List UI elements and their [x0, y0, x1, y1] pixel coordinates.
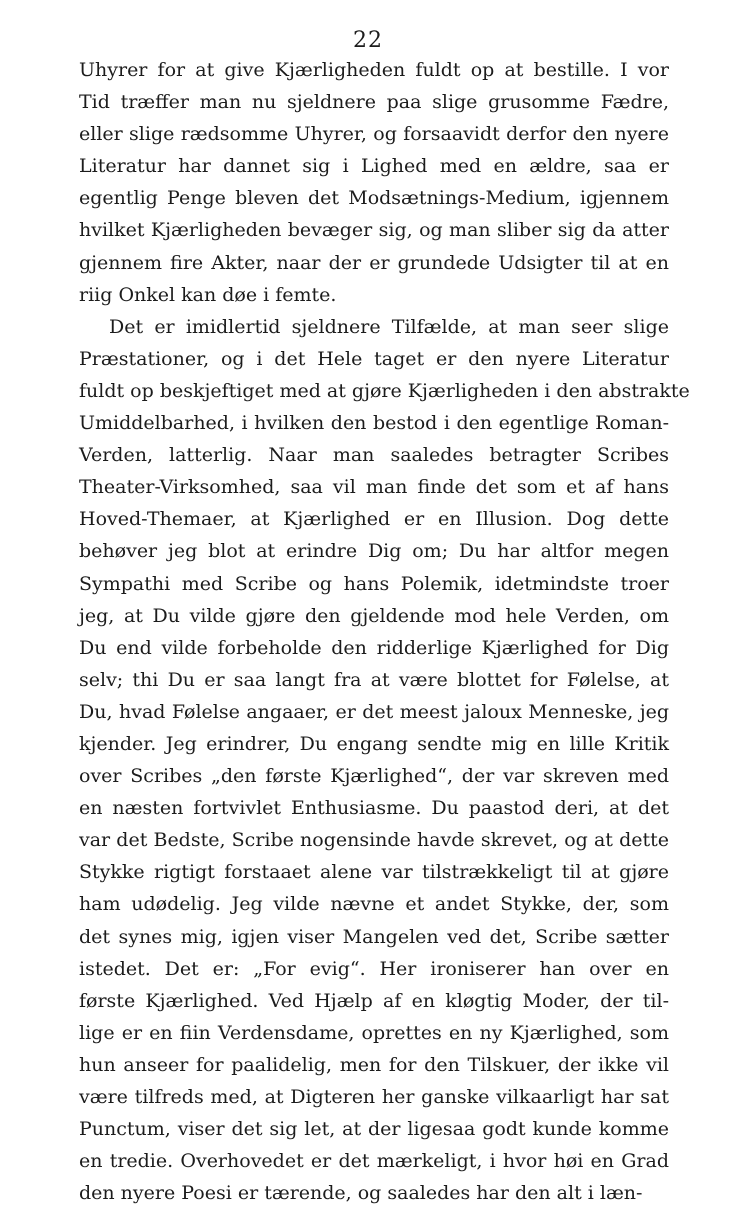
- text-line: en næsten fortvivlet Enthusiasme. Du paastod deri, at det: [79, 797, 669, 820]
- text-line: Sympathi med Scribe og hans Polemik, idetmindste troer: [79, 572, 669, 595]
- text-line: selv; thi Du er saa langt fra at være blottet for Følelse, at: [79, 668, 669, 691]
- text-line: egentlig Penge bleven det Modsætnings-Medium, igjennem: [79, 187, 669, 210]
- text-line: Du end vilde forbeholde den ridderlige Kjærlighed for Dig: [79, 636, 669, 659]
- text-line: Punctum, viser det sig let, at der ligesaa godt kunde komme: [79, 1118, 669, 1141]
- text-line: det synes mig, igjen viser Mangelen ved det, Scribe sætter: [79, 925, 669, 948]
- text-line: Præstationer, og i det Hele taget er den nyere Literatur: [79, 347, 669, 370]
- text-line: Tid træffer man nu sjeldnere paa slige grusomme Fædre,: [79, 91, 669, 114]
- text-line: Det er imidlertid sjeldnere Tilfælde, at man seer slige: [109, 315, 669, 338]
- text-line: Umiddelbarhed, i hvilken den bestod i den egentlige Roman-: [79, 412, 669, 435]
- text-line: Stykke rigtigt forstaaet alene var tilstrækkeligt til at gjøre: [79, 861, 669, 884]
- text-line: var det Bedste, Scribe nogensinde havde skrevet, og at dette: [79, 829, 669, 852]
- text-line: riig Onkel kan døe i femte.: [79, 283, 337, 306]
- text-line: gjennem fire Akter, naar der er grundede Udsigter til at en: [79, 251, 669, 274]
- text-line: første Kjærlighed. Ved Hjælp af en kløgtig Moder, der til-: [79, 989, 669, 1012]
- text-line: den nyere Poesi er tærende, og saaledes har den alt i læn-: [79, 1182, 643, 1205]
- text-line: fuldt op beskjeftiget med at gjøre Kjærligheden i den abstrakte: [79, 379, 690, 402]
- text-line: over Scribes „den første Kjærlighed“, der var skreven med: [79, 765, 669, 788]
- text-line: behøver jeg blot at erindre Dig om; Du har altfor megen: [79, 540, 669, 563]
- text-line: lige er en fiin Verdensdame, oprettes en ny Kjærlighed, som: [79, 1021, 669, 1044]
- text-line: Verden, latterlig. Naar man saaledes betragter Scribes: [79, 444, 669, 467]
- text-line: en tredie. Overhovedet er det mærkeligt, i hvor høi en Grad: [79, 1150, 669, 1173]
- text-line: Hoved-Themaer, at Kjærlighed er en Illusion. Dog dette: [79, 508, 669, 531]
- text-line: hun anseer for paalidelig, men for den Tilskuer, der ikke vil: [79, 1053, 669, 1076]
- page-number: 22: [353, 28, 383, 53]
- text-line: Literatur har dannet sig i Lighed med en ældre, saa er: [79, 155, 669, 178]
- text-line: Du, hvad Følelse angaaer, er det meest jaloux Menneske, jeg: [79, 700, 669, 723]
- text-line: være tilfreds med, at Digteren her ganske vilkaarligt har sat: [79, 1086, 669, 1108]
- text-line: ham udødelig. Jeg vilde nævne et andet Stykke, der, som: [79, 893, 669, 916]
- text-line: hvilket Kjærligheden bevæger sig, og man sliber sig da atter: [79, 219, 669, 242]
- text-line: Uhyrer for at give Kjærligheden fuldt op at bestille. I vor: [79, 59, 669, 81]
- text-line: eller slige rædsomme Uhyrer, og forsaavidt derfor den nyere: [79, 123, 669, 146]
- text-line: istedet. Det er: „For evig“. Her ironiserer han over en: [79, 957, 669, 980]
- body-text: [79, 54, 690, 1209]
- text-line: jeg, at Du vilde gjøre den gjeldende mod hele Verden, om: [79, 604, 669, 627]
- text-line: Theater-Virksomhed, saa vil man finde det som et af hans: [79, 476, 669, 499]
- text-line: kjender. Jeg erindrer, Du engang sendte mig en lille Kritik: [79, 732, 669, 755]
